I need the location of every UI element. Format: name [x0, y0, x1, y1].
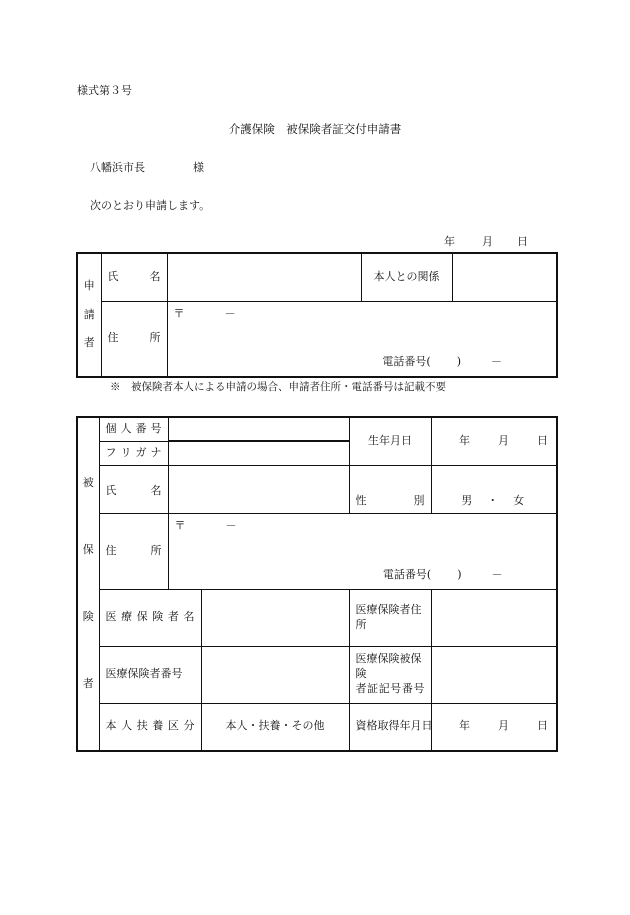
label-char: 資 [355, 719, 367, 733]
label-char: 号 [413, 681, 425, 695]
note-text: ※ 被保険者本人による申請の場合、申請者住所・電話番号は記載不要 [110, 381, 446, 393]
birthdate-field[interactable] [431, 417, 557, 465]
month-label: 月 [498, 433, 510, 447]
applicant-char: 請 [83, 307, 95, 321]
form-number: 様式第３号 [77, 84, 132, 97]
personal-number-field[interactable] [168, 417, 349, 441]
label-char: 医 [105, 610, 117, 624]
label-char: 別 [413, 493, 425, 507]
label-char: 名 [150, 483, 162, 497]
postal-code [174, 307, 236, 322]
insured-char: 保 [82, 543, 94, 557]
label-char: 格 [366, 719, 378, 733]
label-char: 人 [121, 719, 133, 733]
year-label: 年 [459, 433, 471, 447]
insured-name-field[interactable] [168, 465, 349, 513]
insurer-address-field[interactable] [431, 589, 557, 646]
label-char: 養 [152, 719, 164, 733]
phone-dash: － [491, 355, 502, 369]
furigana-field[interactable] [168, 441, 349, 465]
dependent-label [99, 703, 201, 751]
label-char: 番 [401, 681, 413, 695]
applicant-table [76, 252, 558, 378]
label-char: 号 [390, 681, 402, 695]
label-char: 証 [367, 681, 379, 695]
insured-card-label [349, 646, 431, 703]
label-char: 保 [136, 610, 148, 624]
insured-char: 険 [82, 610, 94, 623]
insurer-name-label [99, 589, 201, 646]
label-char: 号 [150, 421, 162, 435]
label-char: 日 [421, 719, 433, 733]
dependent-options[interactable]: 本人・扶養・その他 [201, 703, 349, 751]
insured-char: 被 [82, 476, 94, 490]
label-char: 名 [183, 610, 195, 624]
relation-label: 本人との関係 [361, 253, 452, 301]
label-char: 療 [121, 610, 133, 624]
phone-close: ) [456, 355, 461, 369]
phone-label: 電話番号( [382, 567, 432, 581]
date-month-label: 月 [482, 235, 493, 248]
applicant-name-label [101, 253, 167, 301]
insured-section-label [77, 417, 99, 751]
label-char: 人 [120, 421, 132, 435]
label-char: 番 [135, 421, 147, 435]
addressee-name: 八幡浜市長 [90, 161, 145, 174]
label-char: 住 [107, 331, 119, 345]
label-char: 本 [105, 719, 117, 733]
day-label: 日 [537, 433, 549, 447]
phone-dash: － [491, 567, 503, 581]
insured-card-label-line1: 医療保険被保険 [355, 652, 422, 681]
year-label: 年 [459, 719, 471, 733]
postal-dash: － [224, 306, 236, 320]
label-char: 者 [167, 610, 179, 624]
label-char: ガ [135, 445, 147, 459]
date-year-label: 年 [444, 235, 455, 248]
postal-code [175, 519, 237, 534]
label-char: 所 [149, 331, 161, 345]
label-char: 個 [105, 421, 117, 435]
acquisition-date-label [349, 703, 431, 751]
insurer-name-field[interactable] [201, 589, 349, 646]
label-char: 区 [167, 719, 179, 733]
sex-label [349, 465, 431, 513]
label-char: 取 [377, 719, 389, 733]
intro-text: 次のとおり申請します。 [90, 199, 211, 212]
sex-options[interactable]: 男 ・ 女 [431, 465, 557, 513]
phone-number [382, 355, 502, 370]
insurer-number-label: 医療保険者番号 [99, 646, 201, 703]
label-char: リ [120, 445, 132, 459]
label-char: 氏 [107, 269, 119, 283]
applicant-char: 者 [83, 336, 95, 350]
applicant-section-label [77, 253, 101, 377]
label-char: 険 [152, 610, 164, 624]
label-char: 記 [378, 681, 390, 695]
label-char: 分 [183, 719, 195, 733]
insurer-address-label: 医療保険者住所 [349, 589, 431, 646]
day-label: 日 [537, 719, 549, 733]
label-char: 年 [399, 719, 411, 733]
postal-mark: 〒 [174, 518, 186, 532]
insurer-number-field[interactable] [201, 646, 349, 703]
insured-table [76, 416, 558, 752]
label-char: 得 [388, 719, 400, 733]
document-title: 介護保険 被保険者証交付申請書 [228, 122, 402, 136]
phone-label: 電話番号( [382, 355, 431, 369]
insured-card-field[interactable] [431, 646, 557, 703]
label-char: 扶 [136, 719, 148, 733]
insured-char: 者 [82, 676, 94, 690]
date-day-label: 日 [517, 235, 528, 248]
label-char: ナ [150, 445, 162, 459]
furigana-label [99, 441, 168, 465]
insured-card-label-line2 [350, 682, 431, 697]
phone-number [383, 568, 503, 583]
insured-name-label [99, 465, 168, 513]
month-label: 月 [498, 719, 510, 733]
applicant-name-field[interactable] [167, 253, 361, 301]
label-char: フ [105, 445, 117, 459]
insured-address-label [99, 513, 168, 589]
postal-mark: 〒 [173, 306, 185, 320]
label-char: 月 [410, 719, 422, 733]
personal-number-label [99, 417, 168, 441]
applicant-address-field[interactable] [167, 301, 557, 377]
label-char: 氏 [105, 483, 117, 497]
label-char: 者 [355, 681, 367, 695]
applicant-address-label [101, 301, 167, 377]
postal-dash: － [225, 518, 237, 532]
acquisition-date-field[interactable] [431, 703, 557, 751]
honorific: 様 [193, 161, 204, 174]
applicant-char: 申 [83, 278, 95, 292]
label-char: 所 [150, 543, 162, 557]
phone-close: ) [457, 567, 462, 581]
label-char: 名 [149, 269, 161, 283]
label-char: 性 [355, 493, 367, 507]
relation-field[interactable] [452, 253, 557, 301]
birthdate-label: 生年月日 [349, 417, 431, 465]
label-char: 住 [105, 543, 117, 557]
addressee [90, 162, 204, 173]
insured-address-field[interactable] [168, 513, 557, 589]
